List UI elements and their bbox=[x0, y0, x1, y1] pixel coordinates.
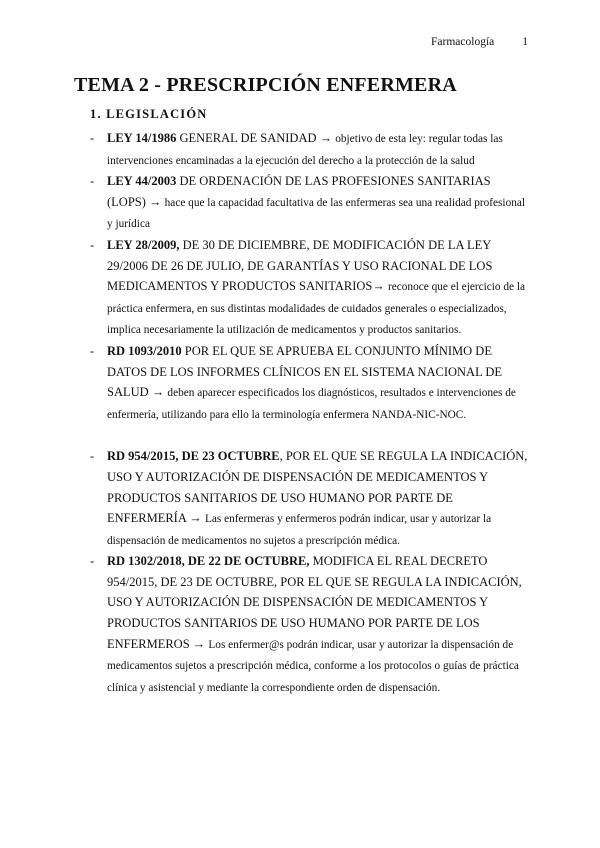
bullet-dash: - bbox=[90, 131, 95, 145]
list-item bbox=[90, 128, 530, 171]
list-item bbox=[90, 446, 530, 551]
law-title: GENERAL DE SANIDAD → bbox=[176, 131, 336, 145]
law-description: Los enfermer@s podrán indicar, usar y autorizar la dispensación de medicamentos sujetos a prescripción médica, conforme a los protocolos o guías de práctica clínica y asistencial y mediante la correspondiente orden de dispensación. bbox=[107, 638, 519, 694]
law-title: DE ORDENACIÓN DE LAS PROFESIONES SANITARIAS (LOPS) → bbox=[107, 174, 491, 209]
page-number: 1 bbox=[522, 36, 528, 48]
legislation-list bbox=[90, 128, 530, 698]
law-reference: RD 1093/2010 bbox=[107, 343, 182, 358]
law-reference: RD 954/2015, DE 23 OCTUBRE bbox=[107, 449, 280, 464]
list-item-text bbox=[107, 341, 530, 425]
law-title: , POR EL QUE SE REGULA LA INDICACIÓN, USO Y AUTORIZACIÓN DE DISPENSACIÓN DE MEDICAMENTOS Y PRODUCTOS SANITARIOS DE USO HUMANO POR PARTE DE ENFERMERÍA → bbox=[107, 449, 528, 526]
header-subject: Farmacología bbox=[431, 36, 495, 48]
law-description: hace que la capacidad facultativa de las enfermeras sea una realidad profesional y jurídica bbox=[107, 196, 526, 231]
document-title: TEMA 2 - PRESCRIPCIÓN ENFERMERA bbox=[74, 74, 457, 96]
law-title: DE 30 DE DICIEMBRE, DE MODIFICACIÓN DE LA LEY 29/2006 DE 26 DE JULIO, DE GARANTÍAS Y USO RACIONAL DE LOS MEDICAMENTOS Y PRODUCTOS SANITARIOS→ bbox=[107, 237, 493, 294]
law-title: MODIFICA EL REAL DECRETO 954/2015, DE 23 DE OCTUBRE, POR EL QUE SE REGULA LA INDICACIÓN, USO Y AUTORIZACIÓN DE DISPENSACIÓN DE MEDICAMENTOS Y PRODUCTOS SANITARIOS DE USO HUMANO POR PARTE DE LOS ENFERMEROS → bbox=[107, 554, 522, 651]
list-item-text bbox=[107, 551, 530, 698]
list-item bbox=[90, 171, 530, 235]
law-description: Las enfermeras y enfermeros podrán indicar, usar y autorizar la dispensación de medicamentos no sujetos a prescripción médica. bbox=[107, 513, 492, 547]
list-item-text bbox=[107, 171, 530, 235]
law-reference: LEY 14/1986 bbox=[107, 131, 177, 145]
law-title: POR EL QUE SE APRUEBA EL CONJUNTO MÍNIMO DE DATOS DE LOS INFORMES CLÍNICOS EN EL SISTEMA NACIONAL DE SALUD → bbox=[107, 343, 503, 400]
page-header bbox=[431, 36, 528, 48]
list-item-text bbox=[107, 446, 530, 551]
law-description: reconoce que el ejercicio de la práctica enfermera, en sus distintas modalidades de cuidados generales o especializados, implica necesariamente la utilización de medicamentos y productos sanitarios. bbox=[107, 281, 526, 337]
bullet-dash: - bbox=[90, 554, 95, 569]
bullet-dash: - bbox=[90, 449, 95, 464]
law-reference: RD 1302/2018, DE 22 DE OCTUBRE, bbox=[107, 554, 310, 569]
law-reference: LEY 44/2003 bbox=[107, 174, 177, 189]
law-description: deben aparecer especificados los diagnósticos, resultados e intervenciones de enfermería, utilizando para ello la terminología enfermera NANDA-NIC-NOC. bbox=[107, 387, 516, 421]
bullet-dash: - bbox=[90, 174, 95, 189]
spacer bbox=[90, 425, 530, 446]
list-item-text bbox=[107, 235, 530, 341]
bullet-dash: - bbox=[90, 343, 95, 358]
law-description: objetivo de esta ley: regular todas las intervenciones encaminadas a la ejecución del derecho a la protección de la salud bbox=[107, 133, 503, 167]
section-heading: 1. LEGISLACIÓN bbox=[90, 107, 208, 121]
list-item bbox=[90, 341, 530, 425]
list-item-text bbox=[107, 128, 530, 171]
bullet-dash: - bbox=[90, 237, 95, 252]
list-item bbox=[90, 551, 530, 698]
list-item bbox=[90, 235, 530, 341]
law-reference: LEY 28/2009, bbox=[107, 237, 180, 252]
